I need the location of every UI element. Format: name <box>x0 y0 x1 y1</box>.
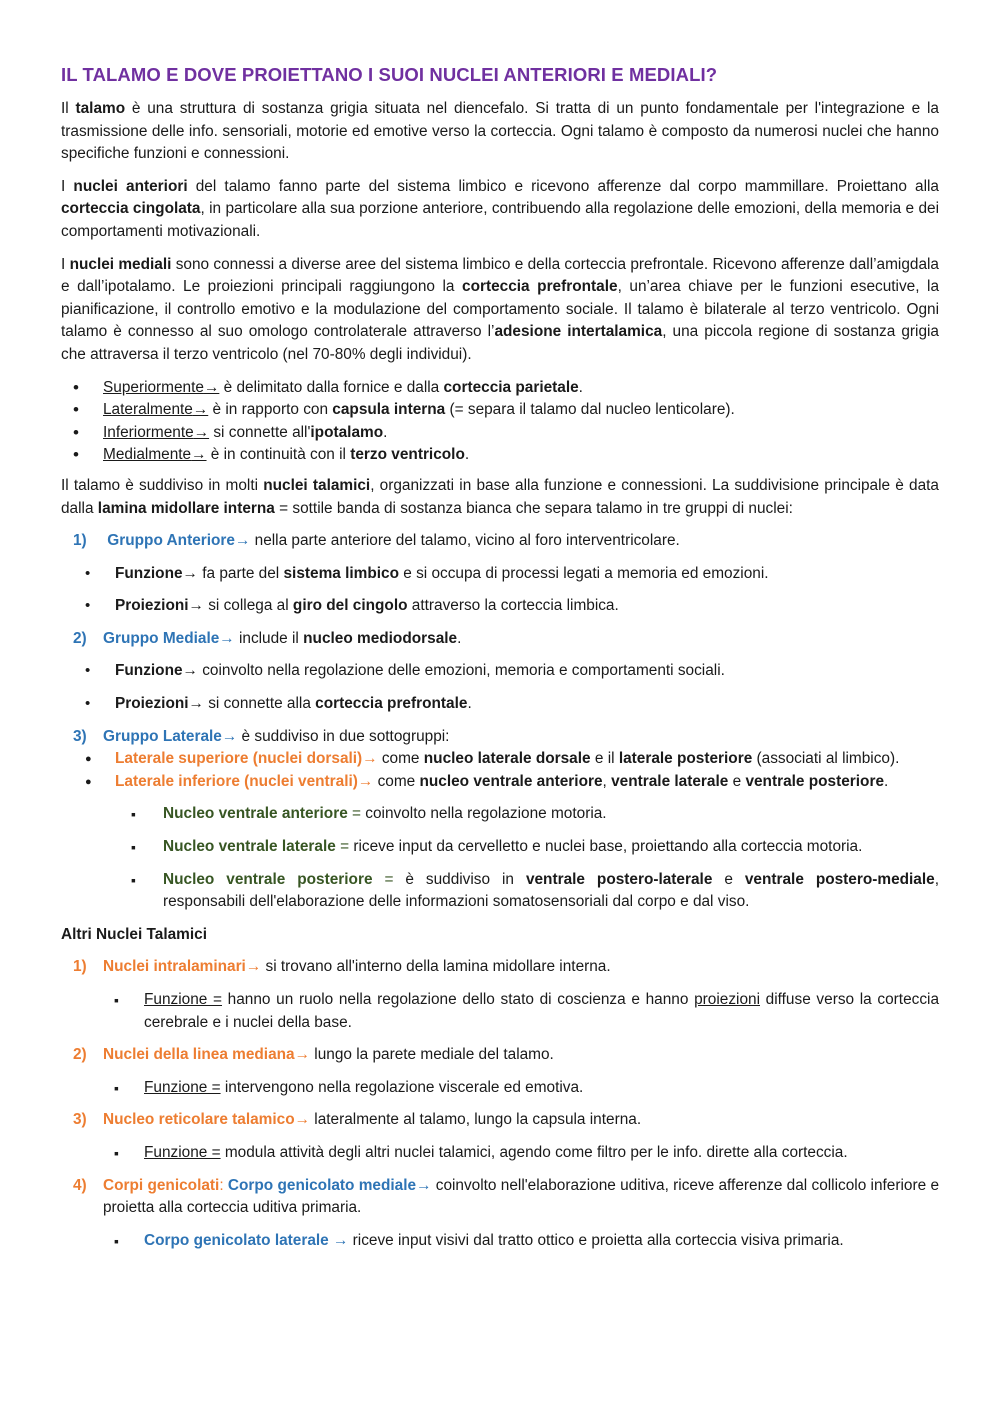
geniculate-bodies: 4) Corpi genicolati: Corpo genicolato mediale→ coinvolto nell'elaborazione uditiva, riceve afferenze dal collicolo inferiore e proietta alla corteccia uditiva primaria. <box>73 1176 940 1217</box>
page-title: IL TALAMO E DOVE PROIETTANO I SUOI NUCLEI ANTERIORI E MEDIALI? <box>61 64 718 85</box>
arrow-icon: → <box>182 564 198 582</box>
list-item: • Superiormente→ è delimitato dalla fornice e dalla corteccia parietale. <box>61 377 939 400</box>
arrow-icon: → <box>416 1176 432 1194</box>
group-anterior: 1) Gruppo Anteriore→ nella parte anteriore del talamo, vicino al foro interventricolare. <box>73 532 680 550</box>
ventral-posterior-nucleus: ▪ Nucleo ventrale posteriore = è suddiviso in ventrale postero-laterale e ventrale postero-mediale, responsabili dell'elaborazione delle informazioni somatosensoriali dal corpo e dal viso. <box>61 869 939 914</box>
list-item: • Inferiormente→ si connette all'ipotalamo. <box>61 422 939 445</box>
lateral-inferior: ● Laterale inferiore (nuclei ventrali)→ come nucleo ventrale anteriore, ventrale laterale e ventrale posteriore. <box>61 771 939 794</box>
intralaminar-function: ▪ Funzione = hanno un ruolo nella regolazione dello stato di coscienza e hanno proiezioni diffuse verso la corteccia cerebrale e i nuclei della base. <box>61 989 939 1034</box>
arrow-icon: → <box>219 629 235 647</box>
document-page <box>61 62 939 1262</box>
ventral-anterior-nucleus: ▪ Nucleo ventrale anteriore = coinvolto nella regolazione motoria. <box>61 803 939 826</box>
arrow-icon: → <box>294 1046 310 1064</box>
relations-list <box>61 377 939 467</box>
list-item: • Medialmente→ è in continuità con il terzo ventricolo. <box>61 444 939 467</box>
arrow-icon: → <box>203 378 220 396</box>
group-medial-function: • Funzione→ coinvolto nella regolazione delle emozioni, memoria e comportamenti sociali. <box>61 660 939 683</box>
lateral-geniculate-body: ▪ Corpo genicolato laterale → riceve input visivi dal tratto ottico e proietta alla corteccia visiva primaria. <box>61 1230 939 1253</box>
arrow-icon: → <box>245 958 262 976</box>
intralaminar-nuclei: 1) Nuclei intralaminari→ si trovano all'interno della lamina midollare interna. <box>73 958 611 976</box>
reticular-nucleus: 3) Nucleo reticolare talamico→ lateralmente al talamo, lungo la capsula interna. <box>73 1111 642 1129</box>
group-medial: 2) Gruppo Mediale→ include il nucleo mediodorsale. <box>73 629 462 647</box>
anterior-nuclei-paragraph: I nuclei anteriori del talamo fanno parte del sistema limbico e ricevono afferenze dal corpo mammillare. Proiettano alla corteccia cingolata, in particolare alla sua porzione anteriore, contribuendo alla regolazione delle emozioni, della memoria e dei comportamenti motivazionali. <box>61 177 939 240</box>
arrow-icon: → <box>192 401 209 419</box>
arrow-icon: → <box>362 750 378 768</box>
arrow-icon: → <box>333 1231 349 1249</box>
arrow-icon: → <box>188 695 204 713</box>
arrow-icon: → <box>182 662 198 680</box>
midline-function: ▪ Funzione = intervengono nella regolazione viscerale ed emotiva. <box>61 1077 939 1100</box>
group-medial-projections: • Proiezioni→ si connette alla corteccia prefrontale. <box>61 693 939 716</box>
arrow-icon: → <box>188 597 204 615</box>
arrow-icon: → <box>191 446 207 464</box>
subdivision-paragraph: Il talamo è suddiviso in molti nuclei talamici, organizzati in base alla funzione e connessioni. La suddivisione principale è data dalla lamina midollare interna = sottile banda di sostanza bianca che separa talamo in tre gruppi di nuclei: <box>61 476 939 517</box>
ventral-lateral-nucleus: ▪ Nucleo ventrale laterale = riceve input da cervelletto e nuclei base, proiettando alla corteccia motoria. <box>61 836 939 859</box>
group-anterior-projections: • Proiezioni→ si collega al giro del cingolo attraverso la corteccia limbica. <box>61 595 939 618</box>
section-heading: Altri Nuclei Talamici <box>61 925 207 943</box>
medial-nuclei-paragraph: I nuclei mediali sono connessi a diverse aree del sistema limbico e della corteccia prefrontale. Ricevono afferenze dall’amigdala e dall’ipotalamo. Le proiezioni principali raggiungono la corteccia prefrontale, un’area chiave per le funzioni esecutive, la pianificazione, il controllo emotivo e la modulazione del comportamento sociale. Il talamo è bilaterale al terzo ventricolo. Ogni talamo è connesso al suo omologo controlaterale attraverso l’adesione intertalamica, una piccola regione di sostanza grigia che attraversa il terzo ventricolo (nel 70-80% degli individui). <box>61 255 939 363</box>
arrow-icon: → <box>294 1111 310 1129</box>
reticular-function: ▪ Funzione = modula attività degli altri nuclei talamici, agendo come filtro per le info. dirette alla corteccia. <box>61 1142 939 1165</box>
arrow-icon: → <box>221 727 238 745</box>
intro-paragraph: Il talamo è una struttura di sostanza grigia situata nel diencefalo. Si tratta di un punto fondamentale per l'integrazione e la trasmissione delle info. sensoriali, motorie ed emotive verso la corteccia. Ogni talamo è composto da numerosi nuclei che hanno specifiche funzioni e connessioni. <box>61 100 939 163</box>
arrow-icon: → <box>357 772 374 790</box>
group-lateral: 3) Gruppo Laterale→ è suddiviso in due sottogruppi: <box>73 727 450 745</box>
list-item: • Lateralmente→ è in rapporto con capsula interna (= separa il talamo dal nucleo lenticolare). <box>61 399 939 422</box>
group-anterior-function: • Funzione→ fa parte del sistema limbico e si occupa di processi legati a memoria ed emozioni. <box>61 563 939 586</box>
lateral-superior: ● Laterale superiore (nuclei dorsali)→ come nucleo laterale dorsale e il laterale posteriore (associati al limbico). <box>61 748 939 771</box>
midline-nuclei: 2) Nuclei della linea mediana→ lungo la parete mediale del talamo. <box>73 1046 554 1064</box>
arrow-icon: → <box>193 423 210 441</box>
arrow-icon: → <box>234 532 251 550</box>
